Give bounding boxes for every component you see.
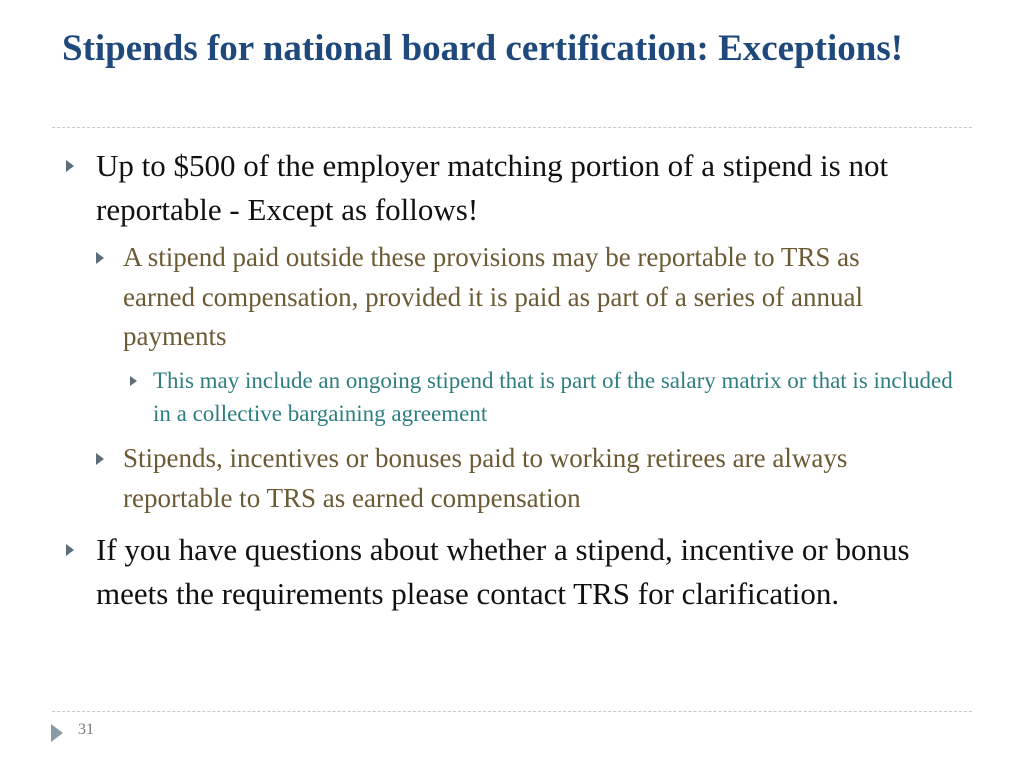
bullet-level2-item-1 <box>96 238 926 357</box>
bullet-arrow-icon <box>66 160 74 172</box>
bullet-level2-item-2 <box>96 439 926 518</box>
title-divider <box>52 127 972 128</box>
bullet-text: If you have questions about whether a stipend, incentive or bonus meets the requirements please contact TRS for clarification. <box>96 532 910 611</box>
bullet-text: Stipends, incentives or bonuses paid to working retirees are always reportable to TRS as earned compensation <box>123 443 848 513</box>
bullet-level3-item-1 <box>130 364 970 430</box>
bullet-arrow-icon <box>66 544 74 556</box>
bullet-text: This may include an ongoing stipend that is part of the salary matrix or that is included in a collective bargaining agreement <box>153 368 953 426</box>
bullet-arrow-icon <box>96 453 104 465</box>
bullet-text: A stipend paid outside these provisions may be reportable to TRS as earned compensation, provided it is paid as part of a series of annual payments <box>123 242 864 351</box>
footer-divider <box>52 711 972 712</box>
slide-title: Stipends for national board certification: Exceptions! <box>62 28 904 69</box>
bullet-level1-item-2 <box>66 528 966 616</box>
bullet-arrow-icon <box>96 252 104 264</box>
bullet-level1-item-1 <box>66 144 966 232</box>
bullet-arrow-icon <box>130 376 137 386</box>
page-number: 31 <box>78 721 94 738</box>
bullet-text: Up to $500 of the employer matching portion of a stipend is not reportable - Except as follows! <box>96 148 889 227</box>
footer-arrow-icon <box>51 724 63 742</box>
